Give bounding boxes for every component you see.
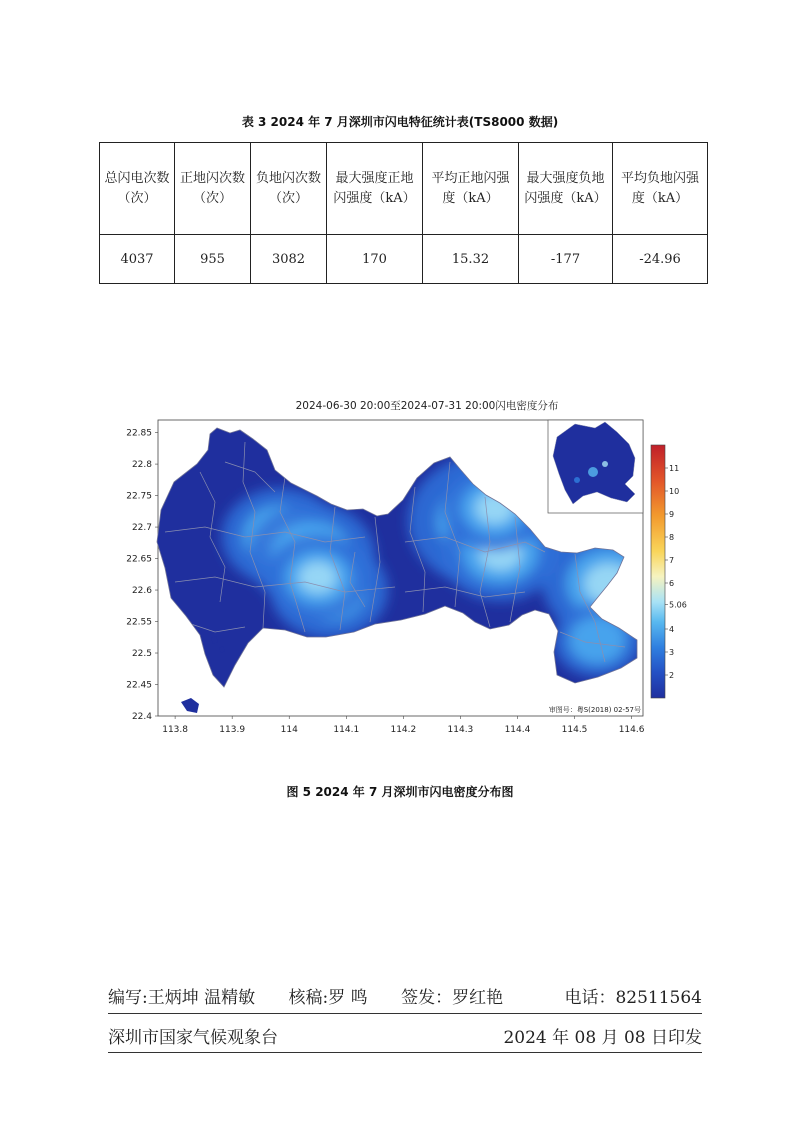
header-negative-cg-count: 负地闪次数（次） xyxy=(251,143,327,235)
colorbar-tick-label: 4 xyxy=(669,625,675,634)
x-tick-label: 113.9 xyxy=(219,725,246,735)
colorbar-ticks xyxy=(665,464,687,680)
footer-divider-bottom xyxy=(108,1052,702,1053)
colorbar-tick-label: 3 xyxy=(669,648,675,657)
y-tick-label: 22.45 xyxy=(126,680,152,691)
x-tick-label: 114.1 xyxy=(333,725,360,735)
footer-issue-line xyxy=(108,1023,702,1048)
y-tick-label: 22.5 xyxy=(131,649,152,660)
x-tick-label: 114 xyxy=(280,725,298,735)
y-tick-label: 22.4 xyxy=(131,712,152,722)
x-tick-label: 113.8 xyxy=(162,725,189,735)
x-tick-label: 114.3 xyxy=(447,725,474,735)
footer-authors: 编写:王炳坤 温精敏 xyxy=(108,988,256,1008)
colorbar-tick-label: 7 xyxy=(669,556,675,565)
footer-issue-date: 2024 年 08 月 08 日印发 xyxy=(503,1028,702,1048)
y-tick-label: 22.6 xyxy=(131,586,152,597)
colorbar-tick-label: 9 xyxy=(669,510,675,519)
figure-caption: 图 5 2024 年 7 月深圳市闪电密度分布图 xyxy=(286,785,514,799)
header-max-negative-intensity: 最大强度负地闪强度（kA） xyxy=(519,143,613,235)
y-tick-label: 22.75 xyxy=(126,491,152,502)
header-avg-positive-intensity: 平均正地闪强度（kA） xyxy=(423,143,519,235)
footer-credits xyxy=(108,983,702,1008)
y-tick-label: 22.55 xyxy=(126,617,152,628)
lightning-density-map xyxy=(105,392,687,742)
colorbar-gradient xyxy=(651,445,665,698)
y-axis-ticks xyxy=(126,429,158,722)
map-approval-number: 审图号：粤S(2018) 02-57号 xyxy=(548,706,641,714)
y-tick-label: 22.7 xyxy=(131,523,152,534)
header-avg-negative-intensity: 平均负地闪强度（kA） xyxy=(613,143,708,235)
inset-hotspot xyxy=(588,467,598,477)
header-positive-cg-count: 正地闪次数（次） xyxy=(175,143,251,235)
table-caption: 表 3 2024 年 7 月深圳市闪电特征统计表(TS8000 数据) xyxy=(241,115,559,129)
cell-positive-cg-count: 955 xyxy=(175,235,251,284)
y-tick-label: 22.85 xyxy=(126,428,152,439)
colorbar-tick-label: 11 xyxy=(669,464,680,473)
colorbar-tick-label: 5.06 xyxy=(669,600,687,610)
colorbar-tick-label: 6 xyxy=(669,579,675,588)
map-title: 2024-06-30 20:00至2024-07-31 20:00闪电密度分布 xyxy=(295,400,559,412)
cell-avg-positive-intensity: 15.32 xyxy=(423,235,519,284)
x-tick-label: 114.6 xyxy=(618,725,645,735)
x-tick-label: 114.2 xyxy=(390,725,417,735)
colorbar xyxy=(651,445,687,698)
y-tick-label: 22.8 xyxy=(131,460,152,471)
cell-avg-negative-intensity: -24.96 xyxy=(613,235,708,284)
footer-divider-top xyxy=(108,1013,702,1014)
lightning-stats-table xyxy=(99,142,708,284)
cell-negative-cg-count: 3082 xyxy=(251,235,327,284)
y-tick-label: 22.65 xyxy=(126,554,152,565)
cell-max-negative-intensity: -177 xyxy=(519,235,613,284)
header-total-flashes: 总闪电次数（次） xyxy=(100,143,175,235)
table-row xyxy=(100,235,708,284)
x-axis-ticks xyxy=(162,716,645,735)
inset-hotspot xyxy=(602,461,608,467)
footer-reviewer: 核稿:罗 鸣 xyxy=(288,988,368,1008)
colorbar-tick-label: 8 xyxy=(669,533,675,542)
table-header-row xyxy=(100,143,708,235)
footer-issuer: 签发：罗红艳 xyxy=(401,988,504,1008)
colorbar-tick-label: 2 xyxy=(669,671,675,680)
x-tick-label: 114.5 xyxy=(561,725,588,735)
footer-organization: 深圳市国家气候观象台 xyxy=(108,1028,278,1048)
inset-hotspot xyxy=(574,477,580,483)
cell-max-positive-intensity: 170 xyxy=(327,235,423,284)
x-tick-label: 114.4 xyxy=(504,725,531,735)
colorbar-tick-label: 10 xyxy=(669,487,680,496)
header-max-positive-intensity: 最大强度正地闪强度（kA） xyxy=(327,143,423,235)
footer-phone: 电话：82511564 xyxy=(564,988,702,1008)
cell-total-flashes: 4037 xyxy=(100,235,175,284)
overview-inset xyxy=(548,420,643,513)
